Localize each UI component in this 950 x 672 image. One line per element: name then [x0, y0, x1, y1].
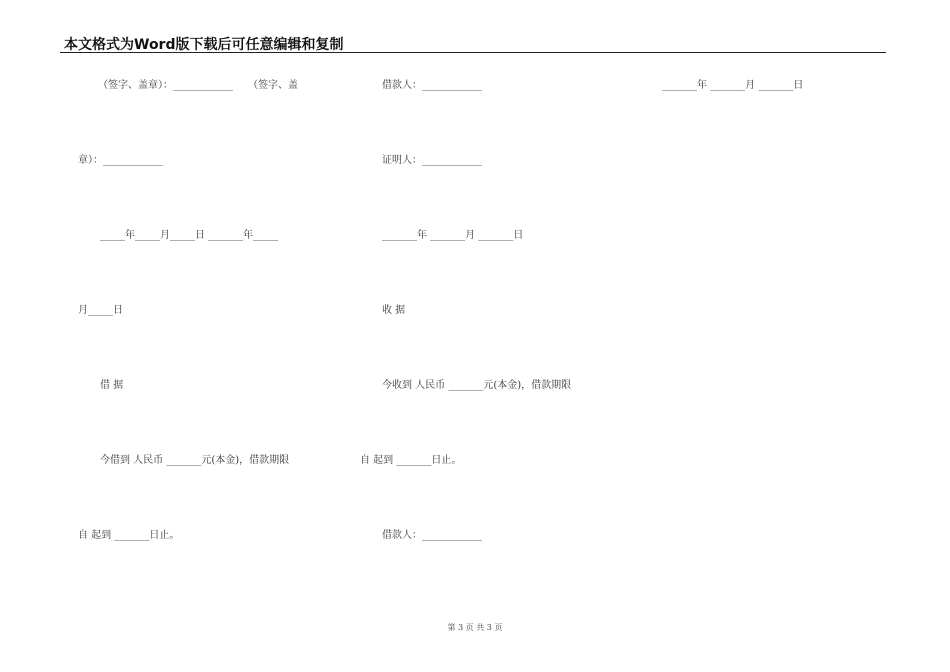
- borrower-signature-line-bottom: 借款人：____________: [382, 530, 482, 541]
- receipt-heading: 收 据: [382, 305, 406, 316]
- page-number-footer: 第 3 页 共 3 页: [447, 623, 503, 632]
- middle-col-date-line: _______年 _______月 _______日: [382, 230, 524, 241]
- loan-amount-line: 今借到 人民币 _______元(本金)，借款期限: [100, 455, 290, 466]
- loan-term-line: 自 起到 _______日止。: [78, 530, 180, 541]
- left-col-date-line-2: 月_____日: [78, 305, 123, 316]
- left-col-signature-line-1: （签字、盖章）：____________ （签字、盖: [98, 80, 298, 91]
- left-col-date-line-1: _____年_____月_____日 _______年_____: [100, 230, 279, 241]
- receipt-amount-line: 今收到 人民币 _______元(本金)，借款期限: [382, 380, 572, 391]
- loan-note-heading: 借 据: [100, 380, 124, 391]
- document-header-title: 本文格式为Word版下载后可任意编辑和复制: [64, 37, 344, 53]
- right-col-date-line: _______年 _______月 _______日: [662, 80, 804, 91]
- left-col-signature-line-2: 章）：____________: [78, 155, 163, 166]
- header-divider: [60, 52, 886, 53]
- witness-signature-line: 证明人：____________: [382, 155, 482, 166]
- receipt-term-line: 自 起到 _______日止。: [360, 455, 462, 466]
- borrower-signature-line-top: 借款人：____________: [382, 80, 482, 91]
